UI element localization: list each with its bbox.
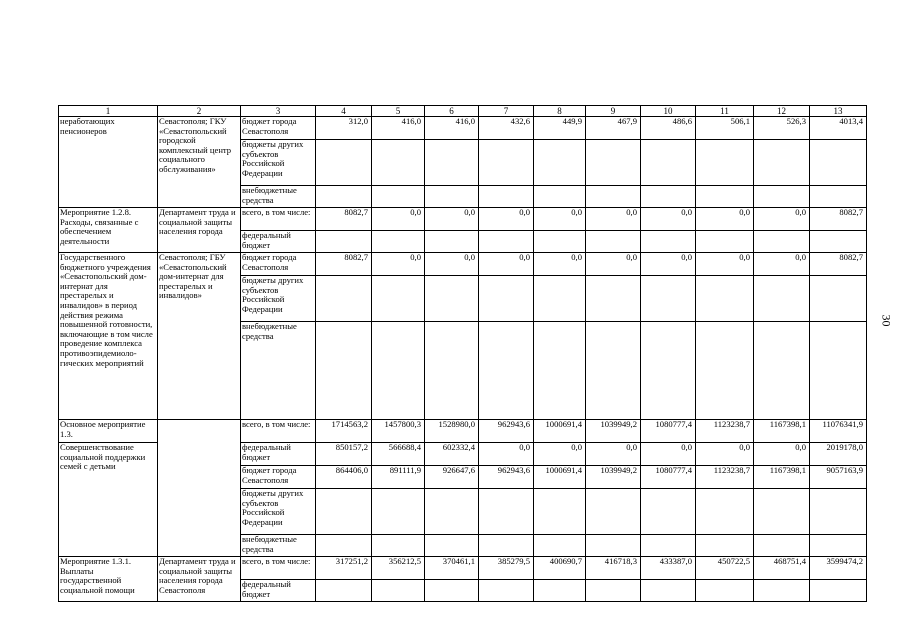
value-cell (641, 276, 696, 322)
value-cell: 449,9 (534, 117, 586, 140)
value-cell: 1123238,7 (696, 420, 754, 443)
value-cell (479, 231, 534, 253)
value-cell (641, 489, 696, 535)
value-cell (641, 231, 696, 253)
value-cell: 432,6 (479, 117, 534, 140)
header-cell: 13 (810, 106, 867, 117)
header-cell: 2 (158, 106, 241, 117)
value-cell: 370461,1 (425, 557, 479, 580)
value-cell: 1123238,7 (696, 466, 754, 489)
value-cell (754, 322, 810, 420)
value-cell: 385279,5 (479, 557, 534, 580)
value-cell: 526,3 (754, 117, 810, 140)
header-row (59, 106, 867, 117)
activity-cell: Мероприятие 1.2.8. Расходы, связанные с обеспечением деятельности (59, 208, 158, 253)
value-cell: 0,0 (586, 253, 641, 276)
value-cell (372, 231, 425, 253)
value-cell: 1457800,3 (372, 420, 425, 443)
value-cell (372, 535, 425, 557)
value-cell: 1039949,2 (586, 466, 641, 489)
value-cell (810, 322, 867, 420)
value-cell (372, 322, 425, 420)
value-cell (810, 580, 867, 602)
value-cell (534, 140, 586, 186)
executor-cell: Севастополя; ГКУ «Севастопольский городской комплексный центр социального обслуживания» (158, 117, 241, 208)
source-cell: всего, в том числе: (241, 557, 316, 580)
value-cell (754, 140, 810, 186)
source-cell: всего, в том числе: (241, 420, 316, 443)
source-cell: бюджеты других субъектов Российской Федерации (241, 276, 316, 322)
value-cell: 468751,4 (754, 557, 810, 580)
value-cell: 1080777,4 (641, 420, 696, 443)
executor-cell (158, 420, 241, 557)
value-cell (534, 535, 586, 557)
value-cell: 0,0 (586, 208, 641, 231)
header-cell: 10 (641, 106, 696, 117)
source-cell: бюджеты других субъектов Российской Федерации (241, 140, 316, 186)
value-cell: 2019178,0 (810, 443, 867, 466)
value-cell: 416718,3 (586, 557, 641, 580)
value-cell: 1528980,0 (425, 420, 479, 443)
value-cell (425, 276, 479, 322)
value-cell (754, 186, 810, 208)
source-cell: бюджеты других субъектов Российской Федерации (241, 489, 316, 535)
activity-cell: Основное мероприятие 1.3. (59, 420, 158, 443)
value-cell (479, 580, 534, 602)
value-cell (696, 535, 754, 557)
value-cell: 602332,4 (425, 443, 479, 466)
value-cell (316, 580, 372, 602)
value-cell (372, 186, 425, 208)
value-cell (425, 580, 479, 602)
value-cell (316, 140, 372, 186)
value-cell: 926647,6 (425, 466, 479, 489)
value-cell (316, 186, 372, 208)
value-cell: 0,0 (754, 208, 810, 231)
header-cell: 6 (425, 106, 479, 117)
value-cell (425, 186, 479, 208)
value-cell: 11076341,9 (810, 420, 867, 443)
value-cell (316, 231, 372, 253)
value-cell (534, 186, 586, 208)
value-cell: 0,0 (534, 253, 586, 276)
value-cell: 850157,2 (316, 443, 372, 466)
value-cell: 506,1 (696, 117, 754, 140)
value-cell: 0,0 (479, 208, 534, 231)
value-cell (641, 186, 696, 208)
value-cell: 0,0 (641, 443, 696, 466)
value-cell (534, 580, 586, 602)
header-cell: 7 (479, 106, 534, 117)
value-cell (479, 140, 534, 186)
value-cell (754, 535, 810, 557)
value-cell: 433387,0 (641, 557, 696, 580)
value-cell: 4013,4 (810, 117, 867, 140)
value-cell (534, 276, 586, 322)
budget-table (58, 105, 867, 602)
value-cell (641, 322, 696, 420)
page-number: 30 (879, 314, 894, 327)
value-cell: 1000691,4 (534, 420, 586, 443)
header-cell: 3 (241, 106, 316, 117)
value-cell: 0,0 (479, 253, 534, 276)
header-cell: 12 (754, 106, 810, 117)
value-cell (696, 231, 754, 253)
value-cell: 0,0 (696, 208, 754, 231)
value-cell (696, 186, 754, 208)
value-cell (810, 140, 867, 186)
table-row (59, 557, 867, 580)
value-cell (316, 276, 372, 322)
value-cell (372, 489, 425, 535)
value-cell (372, 276, 425, 322)
value-cell: 312,0 (316, 117, 372, 140)
value-cell (696, 489, 754, 535)
value-cell: 1714563,2 (316, 420, 372, 443)
value-cell: 8082,7 (316, 253, 372, 276)
value-cell (316, 535, 372, 557)
header-cell: 11 (696, 106, 754, 117)
value-cell (479, 489, 534, 535)
source-cell: бюджет города Севастополя (241, 466, 316, 489)
activity-cell: Мероприятие 1.3.1. Выплаты государственной социальной помощи (59, 557, 158, 602)
source-cell: бюджет города Севастополя (241, 253, 316, 276)
value-cell (586, 140, 641, 186)
source-cell: федеральный бюджет (241, 231, 316, 253)
value-cell: 317251,2 (316, 557, 372, 580)
value-cell (810, 186, 867, 208)
value-cell (372, 580, 425, 602)
value-cell (316, 322, 372, 420)
value-cell (586, 276, 641, 322)
executor-cell: Севастополя; ГБУ «Севастопольский дом-интернат для престарелых и инвалидов» (158, 253, 241, 420)
value-cell: 0,0 (754, 253, 810, 276)
value-cell: 416,0 (425, 117, 479, 140)
value-cell (425, 322, 479, 420)
value-cell (696, 140, 754, 186)
value-cell: 1039949,2 (586, 420, 641, 443)
value-cell (696, 276, 754, 322)
value-cell: 1167398,1 (754, 420, 810, 443)
value-cell (810, 535, 867, 557)
value-cell (641, 535, 696, 557)
value-cell (586, 580, 641, 602)
value-cell: 0,0 (534, 208, 586, 231)
value-cell (425, 489, 479, 535)
value-cell: 0,0 (425, 208, 479, 231)
value-cell (810, 276, 867, 322)
value-cell (479, 276, 534, 322)
value-cell: 416,0 (372, 117, 425, 140)
value-cell: 962943,6 (479, 420, 534, 443)
executor-cell: Департамент труда и социальной защиты населения города (158, 208, 241, 253)
source-cell: внебюджетные средства (241, 186, 316, 208)
value-cell (425, 140, 479, 186)
value-cell (586, 489, 641, 535)
value-cell: 8082,7 (810, 208, 867, 231)
table-row (59, 117, 867, 140)
value-cell (479, 535, 534, 557)
header-cell: 8 (534, 106, 586, 117)
value-cell (534, 489, 586, 535)
value-cell (586, 322, 641, 420)
value-cell (810, 489, 867, 535)
value-cell (372, 140, 425, 186)
value-cell (641, 580, 696, 602)
table-row (59, 208, 867, 231)
value-cell (479, 186, 534, 208)
value-cell: 8082,7 (316, 208, 372, 231)
value-cell: 1000691,4 (534, 466, 586, 489)
value-cell: 0,0 (534, 443, 586, 466)
source-cell: федеральный бюджет (241, 443, 316, 466)
value-cell: 467,9 (586, 117, 641, 140)
value-cell: 356212,5 (372, 557, 425, 580)
table-row (59, 253, 867, 276)
value-cell (754, 276, 810, 322)
value-cell (586, 231, 641, 253)
table-row (59, 420, 867, 443)
value-cell (425, 231, 479, 253)
value-cell (696, 580, 754, 602)
value-cell: 864406,0 (316, 466, 372, 489)
value-cell: 0,0 (479, 443, 534, 466)
header-cell: 4 (316, 106, 372, 117)
value-cell: 962943,6 (479, 466, 534, 489)
value-cell: 8082,7 (810, 253, 867, 276)
value-cell (754, 580, 810, 602)
value-cell: 891111,9 (372, 466, 425, 489)
header-cell: 1 (59, 106, 158, 117)
value-cell (316, 489, 372, 535)
value-cell (586, 535, 641, 557)
value-cell (534, 322, 586, 420)
value-cell: 0,0 (425, 253, 479, 276)
activity-cell: Государственного бюджетного учреждения «Севастопольский дом-интернат для престарелых и инвалидов» в период действия режима повышенной готовности, включающие в том числе проведение комплекса противоэпидемиоло-гических мероприятий (59, 253, 158, 420)
value-cell (810, 231, 867, 253)
value-cell: 0,0 (696, 253, 754, 276)
value-cell (754, 489, 810, 535)
value-cell: 566688,4 (372, 443, 425, 466)
activity-cell: Совершенствование социальной поддержки семей с детьми (59, 443, 158, 557)
activity-cell: неработающих пенсионеров (59, 117, 158, 208)
header-cell: 5 (372, 106, 425, 117)
value-cell (425, 535, 479, 557)
source-cell: всего, в том числе: (241, 208, 316, 231)
value-cell: 1080777,4 (641, 466, 696, 489)
source-cell: внебюджетные средства (241, 535, 316, 557)
value-cell: 0,0 (641, 208, 696, 231)
value-cell: 450722,5 (696, 557, 754, 580)
value-cell: 9057163,9 (810, 466, 867, 489)
value-cell: 1167398,1 (754, 466, 810, 489)
value-cell (586, 186, 641, 208)
value-cell: 0,0 (372, 253, 425, 276)
value-cell: 0,0 (696, 443, 754, 466)
value-cell: 400690,7 (534, 557, 586, 580)
value-cell: 0,0 (641, 253, 696, 276)
value-cell: 0,0 (754, 443, 810, 466)
value-cell (696, 322, 754, 420)
value-cell: 0,0 (586, 443, 641, 466)
executor-cell: Департамент труда и социальной защиты населения города Севастополя (158, 557, 241, 602)
source-cell: бюджет города Севастополя (241, 117, 316, 140)
value-cell (534, 231, 586, 253)
value-cell: 0,0 (372, 208, 425, 231)
source-cell: федеральный бюджет (241, 580, 316, 602)
value-cell (479, 322, 534, 420)
value-cell (754, 231, 810, 253)
header-cell: 9 (586, 106, 641, 117)
value-cell: 3599474,2 (810, 557, 867, 580)
value-cell (641, 140, 696, 186)
value-cell: 486,6 (641, 117, 696, 140)
source-cell: внебюджетные средства (241, 322, 316, 420)
